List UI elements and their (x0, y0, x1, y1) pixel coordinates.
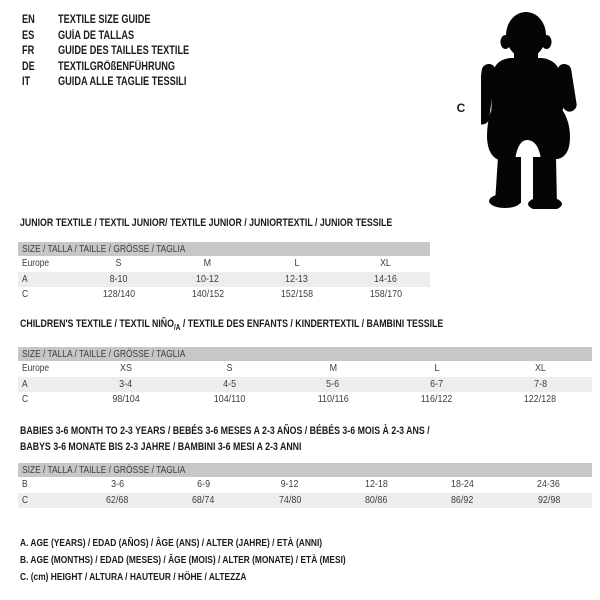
measure-legend (20, 535, 427, 586)
cell: 9-12 (280, 478, 299, 490)
cell: M (203, 257, 212, 269)
lang-label-de: TEXTILGRÖßENFÜHRUNG (58, 60, 176, 73)
cell: 128/140 (102, 288, 135, 300)
cell: S (226, 362, 233, 374)
cell: XL (534, 362, 546, 374)
cell: 12-13 (285, 272, 308, 285)
legend-line-b: B. AGE (MONTHS) / EDAD (MESES) / ÂGE (MOIS) / ALTER (MONATE) / ETÀ (MESI) (20, 554, 346, 566)
cell: 3-4 (119, 377, 133, 390)
size-header-label: SIZE / TALLA / TAILLE / GRÖSSE / TAGLIA (22, 243, 186, 255)
cell: 6-7 (430, 377, 444, 390)
children-title-pre: CHILDREN'S TEXTILE / TEXTIL NIÑO (20, 318, 174, 330)
lang-code-es: ES (22, 29, 35, 42)
junior-row-a (18, 272, 430, 288)
lang-row-en (22, 13, 222, 29)
row-label: C (22, 493, 29, 506)
lang-label-en: TEXTILE SIZE GUIDE (58, 14, 151, 26)
row-label: Europe (22, 362, 50, 374)
row-label: C (22, 393, 29, 405)
cell: XS (119, 362, 132, 374)
measure-label-c: C (456, 101, 466, 115)
cell: 92/98 (537, 493, 560, 506)
junior-size-table (18, 242, 430, 303)
babies-section-title (20, 423, 532, 455)
row-label: A (22, 377, 28, 390)
cell: 116/122 (420, 393, 453, 405)
cell: 158/170 (369, 288, 402, 300)
junior-title-text: JUNIOR TEXTILE / TEXTIL JUNIOR/ TEXTILE JUNIOR / JUNIORTEXTIL / JUNIOR TESSILE (20, 217, 393, 229)
children-title-sub: /A (173, 323, 181, 333)
cell: 62/68 (105, 493, 129, 506)
babies-size-table (18, 463, 592, 508)
children-section-title (20, 318, 549, 332)
junior-row-europe (18, 256, 430, 272)
cell: 98/104 (112, 393, 140, 405)
cell: 5-6 (326, 377, 340, 390)
cell: 86/92 (451, 493, 474, 506)
lang-row-es (22, 29, 222, 45)
cell: L (294, 257, 299, 269)
cell: 4-5 (222, 377, 236, 390)
cell: 18-24 (451, 478, 474, 490)
children-table-header (18, 347, 592, 361)
lang-code-en: EN (22, 14, 35, 26)
lang-code-fr: FR (22, 45, 35, 58)
language-list (22, 13, 222, 91)
row-label: Europe (22, 257, 50, 269)
junior-section-title (20, 217, 485, 229)
cell: 152/158 (280, 288, 313, 300)
cell: S (115, 257, 122, 269)
cell: 8-10 (109, 272, 128, 285)
cell: 104/110 (213, 393, 246, 405)
lang-label-es: GUÍA DE TALLAS (58, 29, 135, 42)
junior-table-header (18, 242, 430, 256)
children-row-a (18, 377, 592, 393)
legend-line-a: A. AGE (YEARS) / EDAD (AÑOS) / ÂGE (ANS) / ALTER (JAHRE) / ETÀ (ANNI) (20, 537, 323, 549)
lang-row-de (22, 60, 222, 76)
children-row-europe (18, 361, 592, 377)
children-size-table (18, 347, 592, 408)
cell: 3-6 (110, 478, 124, 490)
cell: 110/116 (317, 393, 349, 405)
cell: XL (380, 257, 391, 269)
size-header-label: SIZE / TALLA / TAILLE / GRÖSSE / TAGLIA (22, 464, 186, 476)
cell: 10-12 (196, 272, 219, 285)
cell: 7-8 (533, 377, 547, 390)
cell: 80/86 (364, 493, 388, 506)
size-header-label: SIZE / TALLA / TAILLE / GRÖSSE / TAGLIA (22, 348, 186, 360)
baby-silhouette-icon (481, 7, 593, 209)
babies-title-line2: BABYS 3-6 MONATE BIS 2-3 JAHRE / BAMBINI 3-6 MESI A 2-3 ANNI (20, 441, 302, 453)
junior-row-c (18, 287, 430, 303)
row-label: C (22, 288, 29, 300)
lang-code-de: DE (22, 60, 35, 73)
lang-row-fr (22, 44, 222, 60)
cell: 12-18 (364, 478, 388, 490)
cell: 14-16 (374, 272, 397, 285)
cell: 6-9 (197, 478, 210, 490)
cell: M (329, 362, 337, 374)
children-title-text (20, 318, 443, 332)
babies-row-c (18, 493, 592, 509)
cell: 68/74 (192, 493, 215, 506)
cell: 140/152 (191, 288, 224, 300)
row-label: B (22, 478, 28, 490)
children-title-post: / TEXTILE DES ENFANTS / KINDERTEXTIL / BAMBINI TESSILE (180, 318, 444, 330)
babies-row-b (18, 477, 592, 493)
cell: L (434, 362, 440, 374)
lang-label-fr: GUIDE DES TAILLES TEXTILE (58, 45, 190, 58)
children-row-c (18, 392, 592, 408)
babies-title-line1: BABIES 3-6 MONTH TO 2-3 YEARS / BEBÉS 3-6 MESES A 2-3 AÑOS / BÉBÉS 3-6 MOIS À 2-3 ANS / (20, 425, 430, 437)
babies-table-header (18, 463, 592, 477)
lang-code-it: IT (22, 76, 31, 89)
cell: 122/128 (524, 393, 557, 405)
cell: 74/80 (278, 493, 301, 506)
lang-row-it (22, 75, 222, 91)
row-label: A (22, 272, 28, 285)
cell: 24-36 (537, 478, 561, 490)
lang-label-it: GUIDA ALLE TAGLIE TESSILI (58, 76, 187, 89)
legend-line-c: C. (cm) HEIGHT / ALTURA / HAUTEUR / HÖHE / ALTEZZA (20, 571, 247, 583)
